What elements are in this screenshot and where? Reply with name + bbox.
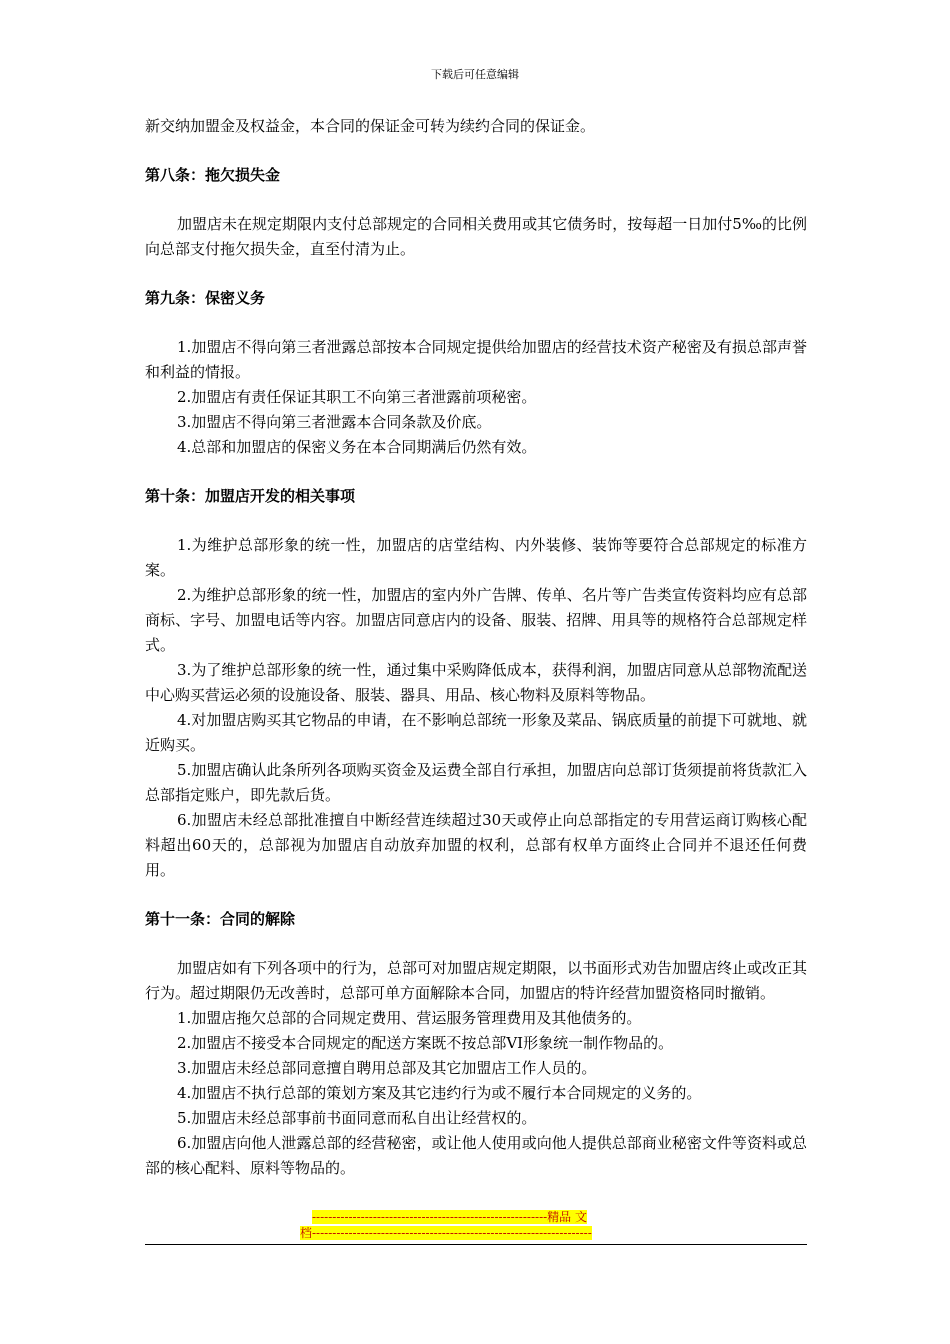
- page-header: 下载后可任意编辑: [431, 68, 519, 81]
- heading-article-9: 第九条：保密义务: [145, 289, 266, 307]
- list-item-10-3: 3.为了维护总部形象的统一性，通过集中采购降低成本，获得利润，加盟店同意从总部物流配送中心购买营运必须的设施设备、服装、器具、用品、核心物料及原料等物品。: [145, 661, 807, 704]
- list-item-9-1: 1.加盟店不得向第三者泄露总部按本合同规定提供给加盟店的经营技术资产秘密及有损总部声誉和利益的情报。: [145, 338, 807, 381]
- list-item-9-4: 4.总部和加盟店的保密义务在本合同期满后仍然有效。: [177, 438, 537, 456]
- footer-divider: [145, 1244, 807, 1245]
- list-item-11-4: 4.加盟店不执行总部的策划方案及其它违约行为或不履行本合同规定的义务的。: [177, 1084, 702, 1102]
- paragraph-article-8: 加盟店未在规定期限内支付总部规定的合同相关费用或其它债务时，按每超一日加付5‰的比例向总部支付拖欠损失金，直至付清为止。: [145, 215, 807, 258]
- document-body: [145, 114, 807, 1181]
- footer-watermark-line-2: 档---------------------------------------------------------------------: [300, 1226, 592, 1240]
- footer-watermark: [300, 1209, 650, 1241]
- list-item-11-1: 1.加盟店拖欠总部的合同规定费用、营运服务管理费用及其他债务的。: [177, 1009, 642, 1027]
- list-item-10-6: 6.加盟店未经总部批准擅自中断经营连续超过30天或停止向总部指定的专用营运商订购核心配料超出60天的，总部视为加盟店自动放弃加盟的权利，总部有权单方面终止合同并不退还任何费用。: [145, 811, 807, 879]
- footer-watermark-line-1: ----------------------------------------------------------精品 文: [312, 1210, 587, 1224]
- paragraph-deposit-transfer: 新交纳加盟金及权益金，本合同的保证金可转为续约合同的保证金。: [145, 117, 596, 135]
- list-item-10-5: 5.加盟店确认此条所列各项购买资金及运费全部自行承担，加盟店向总部订货须提前将货款汇入总部指定账户，即先款后货。: [145, 761, 807, 804]
- heading-article-11: 第十一条：合同的解除: [145, 910, 296, 928]
- list-item-9-3: 3.加盟店不得向第三者泄露本合同条款及价底。: [177, 413, 492, 431]
- heading-article-8: 第八条：拖欠损失金: [145, 166, 281, 184]
- list-item-10-4: 4.对加盟店购买其它物品的申请，在不影响总部统一形象及菜品、锅底质量的前提下可就地、就近购买。: [145, 711, 807, 754]
- heading-article-10: 第十条：加盟店开发的相关事项: [145, 487, 356, 505]
- paragraph-article-11-intro: 加盟店如有下列各项中的行为，总部可对加盟店规定期限，以书面形式劝告加盟店终止或改正其行为。超过期限仍无改善时，总部可单方面解除本合同，加盟店的特许经营加盟资格同时撤销。: [145, 959, 808, 1002]
- list-item-11-2: 2.加盟店不接受本合同规定的配送方案既不按总部VI形象统一制作物品的。: [177, 1034, 674, 1052]
- list-item-11-6: 6.加盟店向他人泄露总部的经营秘密，或让他人使用或向他人提供总部商业秘密文件等资料或总部的核心配料、原料等物品的。: [145, 1134, 807, 1177]
- list-item-10-2: 2.为维护总部形象的统一性，加盟店的室内外广告牌、传单、名片等广告类宣传资料均应有总部商标、字号、加盟电话等内容。加盟店同意店内的设备、服装、招牌、用具等的规格符合总部规定样式。: [145, 586, 807, 654]
- list-item-9-2: 2.加盟店有责任保证其职工不向第三者泄露前项秘密。: [177, 388, 537, 406]
- list-item-11-5: 5.加盟店未经总部事前书面同意而私自出让经营权的。: [177, 1109, 537, 1127]
- list-item-11-3: 3.加盟店未经总部同意擅自聘用总部及其它加盟店工作人员的。: [177, 1059, 597, 1077]
- list-item-10-1: 1.为维护总部形象的统一性，加盟店的店堂结构、内外装修、装饰等要符合总部规定的标准方案。: [145, 536, 807, 579]
